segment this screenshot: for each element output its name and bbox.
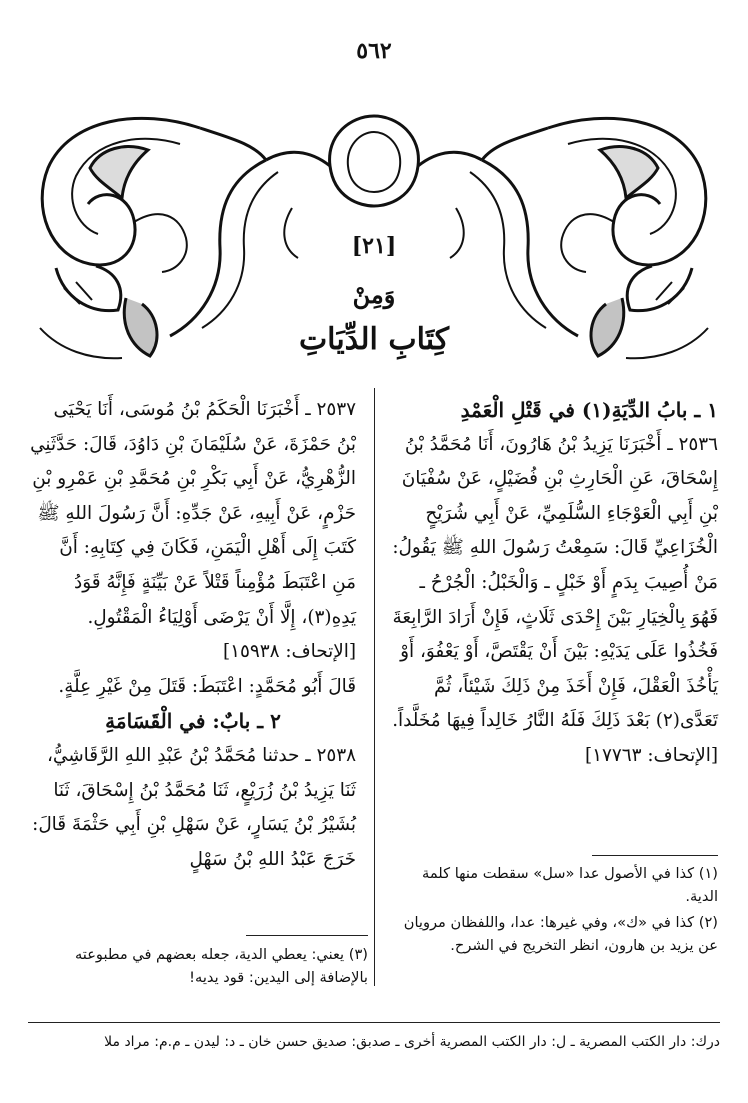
page-number: ٥٦٢ <box>356 38 392 64</box>
chapter-prefix: وَمِنْ <box>352 280 396 309</box>
column-divider <box>374 388 375 986</box>
chapter-number: [٢١] <box>351 233 397 259</box>
chapter-title: كِتَابِ الدِّيَاتِ <box>298 322 450 357</box>
manuscript-sigla: درك: دار الكتب المصرية ـ ل: دار الكتب المصرية أخرى ـ صدبق: صديق حسن خان ـ د: ليدن ـ م.م: مراد ملا <box>104 1034 720 1050</box>
footnote: (٣) يعني: يعطي الدية، جعله بعضهم في مطبوعته بالإضافة إلى اليدين: قود يديه! <box>74 946 368 986</box>
hadith-text: ٢٥٣٧ ـ أَخْبَرَنَا الْحَكَمُ بْنُ مُوسَى، أَنَا يَحْيَى بْنُ حَمْزَةَ، عَنْ سُلَيْمَانَ بْنِ دَاوُدَ، قَالَ: حَدَّثَنِي الزُّهْرِيُّ، عَنْ أَبِي بَكْرِ بْنِ مُحَمَّدِ بْنِ عَمْرِو بْنِ حَزْمٍ، عَنْ أَبِيهِ، عَنْ جَدِّهِ: أَنَّ رَسُولَ اللهِ ﷺ كَتَبَ إِلَى أَهْلِ الْيَمَنِ، فَكَانَ فِي كِتَابِهِ: أَنَّ مَنِ اعْتَبَطَ مُؤْمِناً قَتْلاً عَنْ بَيِّنَةٍ فَإِنَّهُ قَوَدُ يَدِهِ(٣)، إِلَّا أَنْ يَرْضَى أَوْلِيَاءُ الْمَقْتُولِ. [الإتحاف: ١٥٩٣٨] <box>30 399 356 663</box>
left-text-column <box>30 393 356 877</box>
hadith-text: ٢٥٣٨ ـ حدثنا مُحَمَّدُ بْنُ عَبْدِ اللهِ الرَّقَاشِيُّ، ثَنَا يَزِيدُ بْنُ زُرَيْعٍ، ثَنَا مُحَمَّدُ بْنُ إِسْحَاقَ، ثَنَا بُشَيْرُ بْنُ يَسَارٍ، عَنْ سَهْلِ بْنِ أَبِي حَثْمَةَ قَالَ: خَرَجَ عَبْدُ اللهِ بْنُ سَهْلٍ <box>32 744 356 870</box>
section-heading: ١ ـ بابُ الدِّيَةِ(١) في قَتْلِ الْعَمْدِ <box>460 398 718 422</box>
footnotes-left <box>30 943 368 992</box>
footnote-rule <box>246 935 368 936</box>
bottom-rule <box>28 1022 720 1023</box>
footnotes-right <box>392 862 718 960</box>
right-text-column <box>392 393 718 774</box>
footnote: (١) كذا في الأصول عدا «سل» سقطت منها كلمة الدية. <box>422 865 718 905</box>
commentary-text: قَالَ أَبُو مُحَمَّدٍ: اعْتَبَطَ: قَتَلَ مِنْ غَيْرِ عِلَّةٍ. <box>58 675 356 697</box>
footnote: (٢) كذا في «ك»، وفي غيرها: عدا، واللفظان مرويان عن يزيد بن هارون، انظر التخريج في الشرح. <box>403 914 718 954</box>
footnote-rule <box>592 855 718 856</box>
section-heading: ٢ ـ بابٌ: في الْقَسَامَةِ <box>105 709 281 734</box>
hadith-text: ٢٥٣٦ ـ أَخْبَرَنَا يَزِيدُ بْنُ هَارُونَ، أَنَا مُحَمَّدُ بْنُ إِسْحَاقَ، عَنِ الْحَارِثِ بْنِ فُضَيْلٍ، عَنْ سُفْيَانَ بْنِ أَبِي الْعَوْجَاءِ السُّلَمِيِّ، عَنْ أَبِي شُرَيْحٍ الْخُزَاعِيِّ قَالَ: سَمِعْتُ رَسُولَ اللهِ ﷺ يَقُولُ: مَنْ أُصِيبَ بِدَمٍ أَوْ خَبْلٍ ـ وَالْخَبْلُ: الْجُرْحُ ـ فَهُوَ بِالْخِيَارِ بَيْنَ إِحْدَى ثَلَاثٍ، فَإِنْ أَرَادَ الرَّابِعَةَ فَخُذُوا عَلَى يَدَيْهِ: بَيْنَ أَنْ يَقْتَصَّ، أَوْ يَعْفُوَ، أَوْ يَأْخُذَ الْعَقْلَ، فَإِنْ أَخَذَ مِنْ ذَلِكَ شَيْئاً، ثُمَّ تَعَدَّى(٢) بَعْدَ ذَلِكَ فَلَهُ النَّارُ خَالِداً فِيهَا مُخَلَّداً. [الإتحاف: ١٧٧٦٣] <box>392 433 718 766</box>
